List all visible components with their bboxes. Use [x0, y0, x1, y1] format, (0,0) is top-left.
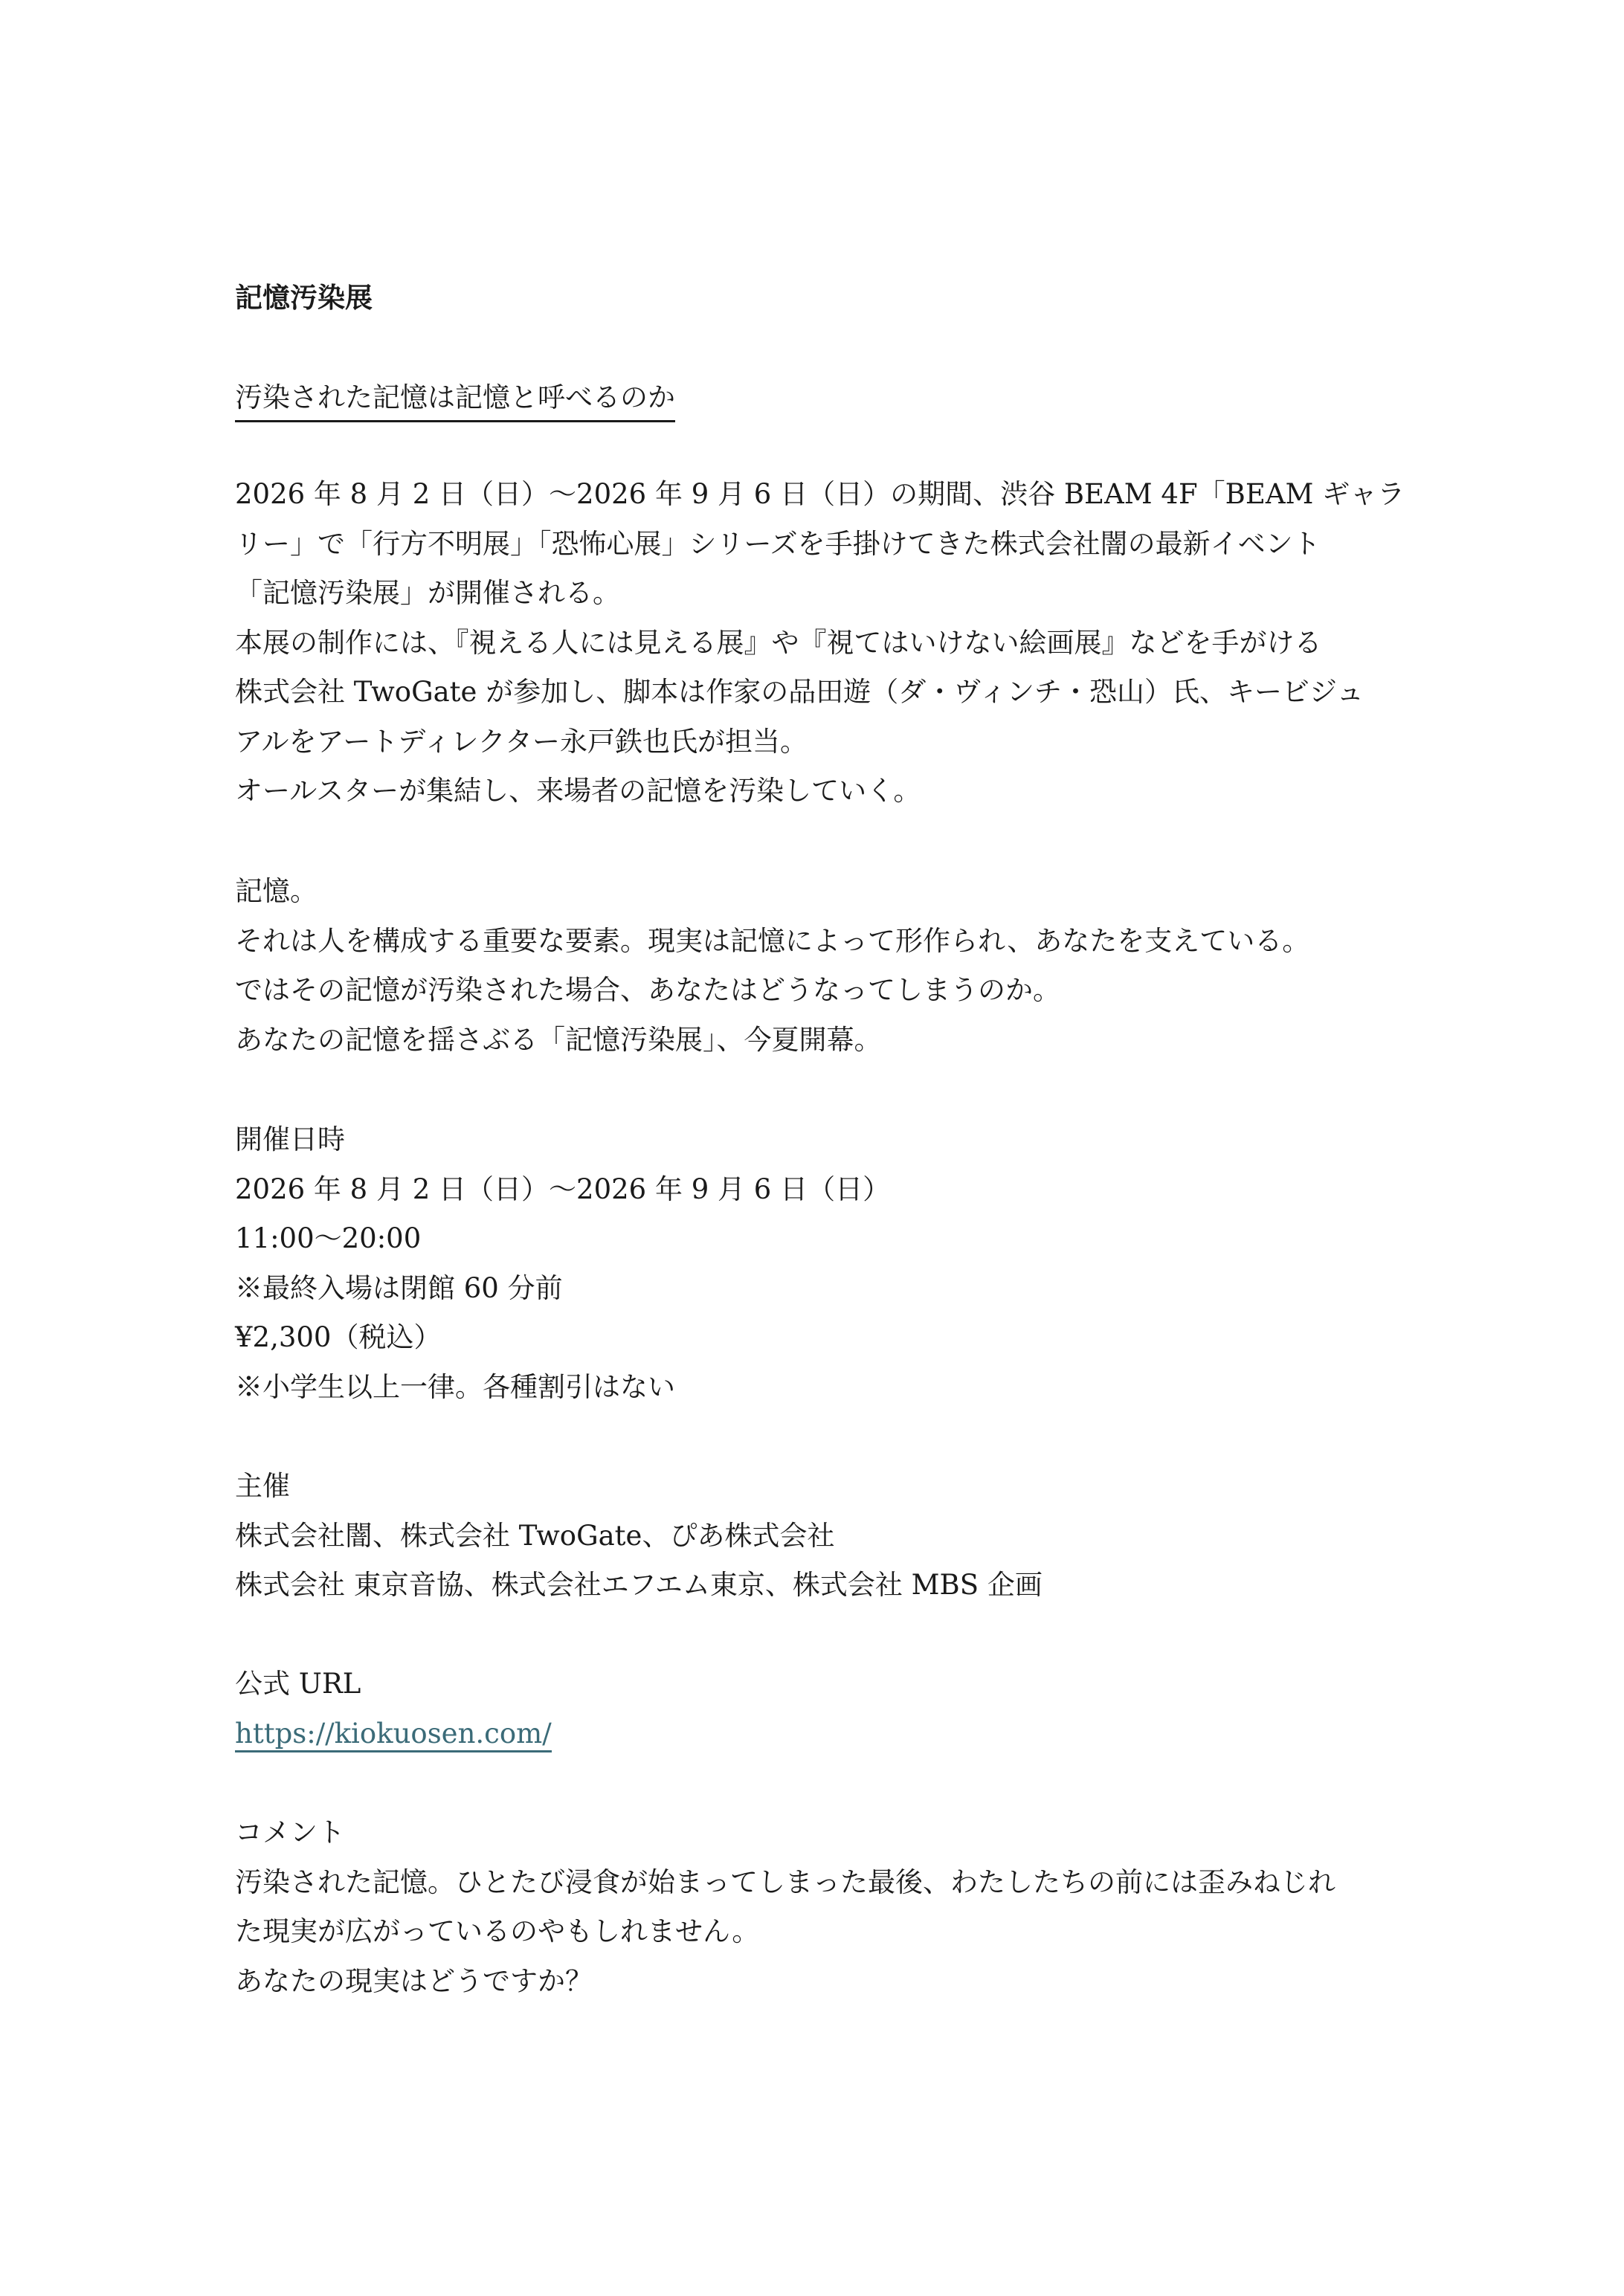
concept-section [235, 867, 1402, 1065]
official-url-section [235, 1660, 1402, 1758]
intro-line: オールスターが集結し、来場者の記憶を汚染していく。 [235, 775, 921, 807]
schedule-hours: 11:00〜20:00 [235, 1222, 422, 1254]
organizers-heading: 主催 [235, 1470, 290, 1502]
comment-line: 汚染された記憶。ひとたび浸食が始まってしまった最後、わたしたちの前には歪みねじれ [235, 1866, 1335, 1898]
schedule-price-note: ※小学生以上一律。各種割引はない [235, 1370, 675, 1403]
document-title: 記憶汚染展 [235, 281, 373, 314]
organizers-line: 株式会社 東京音協、株式会社エフエム東京、株式会社 MBS 企画 [235, 1569, 1043, 1601]
document-subtitle: 汚染された記憶は記憶と呼べるのか [235, 377, 675, 422]
schedule-section [235, 1115, 1402, 1412]
concept-line: 記憶。 [235, 875, 318, 907]
intro-section [235, 470, 1405, 816]
official-url-line [235, 1709, 1402, 1759]
concept-line: ではその記憶が汚染された場合、あなたはどうなってしまうのか。 [235, 974, 1060, 1006]
intro-line: 2026 年 8 月 2 日（日）〜2026 年 9 月 6 日（日）の期間、渋谷 BEAM 4F「BEAM ギャラ [235, 478, 1405, 510]
comment-line: あなたの現実はどうですか？ [235, 1964, 593, 1997]
intro-line: 本展の制作には、『視える人には見える展』や『視てはいけない絵画展』などを手がける [235, 626, 1322, 659]
schedule-heading: 開催日時 [235, 1123, 345, 1155]
organizers-line: 株式会社闇、株式会社 TwoGate、ぴあ株式会社 [235, 1519, 835, 1552]
comment-section [235, 1808, 1402, 2006]
official-url-heading: 公式 URL [235, 1668, 361, 1700]
official-url-link[interactable]: https://kiokuosen.com/ [235, 1718, 552, 1752]
schedule-last-entry: ※最終入場は閉館 60 分前 [235, 1271, 563, 1304]
intro-line: 株式会社 TwoGate が参加し、脚本は作家の品田遊（ダ・ヴィンチ・恐山）氏、キービジュ [235, 676, 1364, 708]
comment-heading: コメント [235, 1816, 345, 1848]
organizers-section [235, 1462, 1402, 1610]
schedule-dates: 2026 年 8 月 2 日（日）〜2026 年 9 月 6 日（日） [235, 1173, 891, 1205]
schedule-price: ¥2,300（税込） [235, 1321, 442, 1353]
intro-line: リー」で「行方不明展」「恐怖心展」シリーズを手掛けてきた株式会社闇の最新イベント [235, 527, 1321, 560]
comment-line: た現実が広がっているのやもしれません。 [235, 1915, 760, 1947]
concept-line: あなたの記憶を揺さぶる「記憶汚染展」、今夏開幕。 [235, 1023, 882, 1056]
intro-line: アルをアートディレクター永戸鉄也氏が担当。 [235, 725, 808, 758]
concept-line: それは人を構成する重要な要素。現実は記憶によって形作られ、あなたを支えている。 [235, 924, 1310, 957]
intro-line: 「記憶汚染展」が開催される。 [235, 577, 620, 609]
